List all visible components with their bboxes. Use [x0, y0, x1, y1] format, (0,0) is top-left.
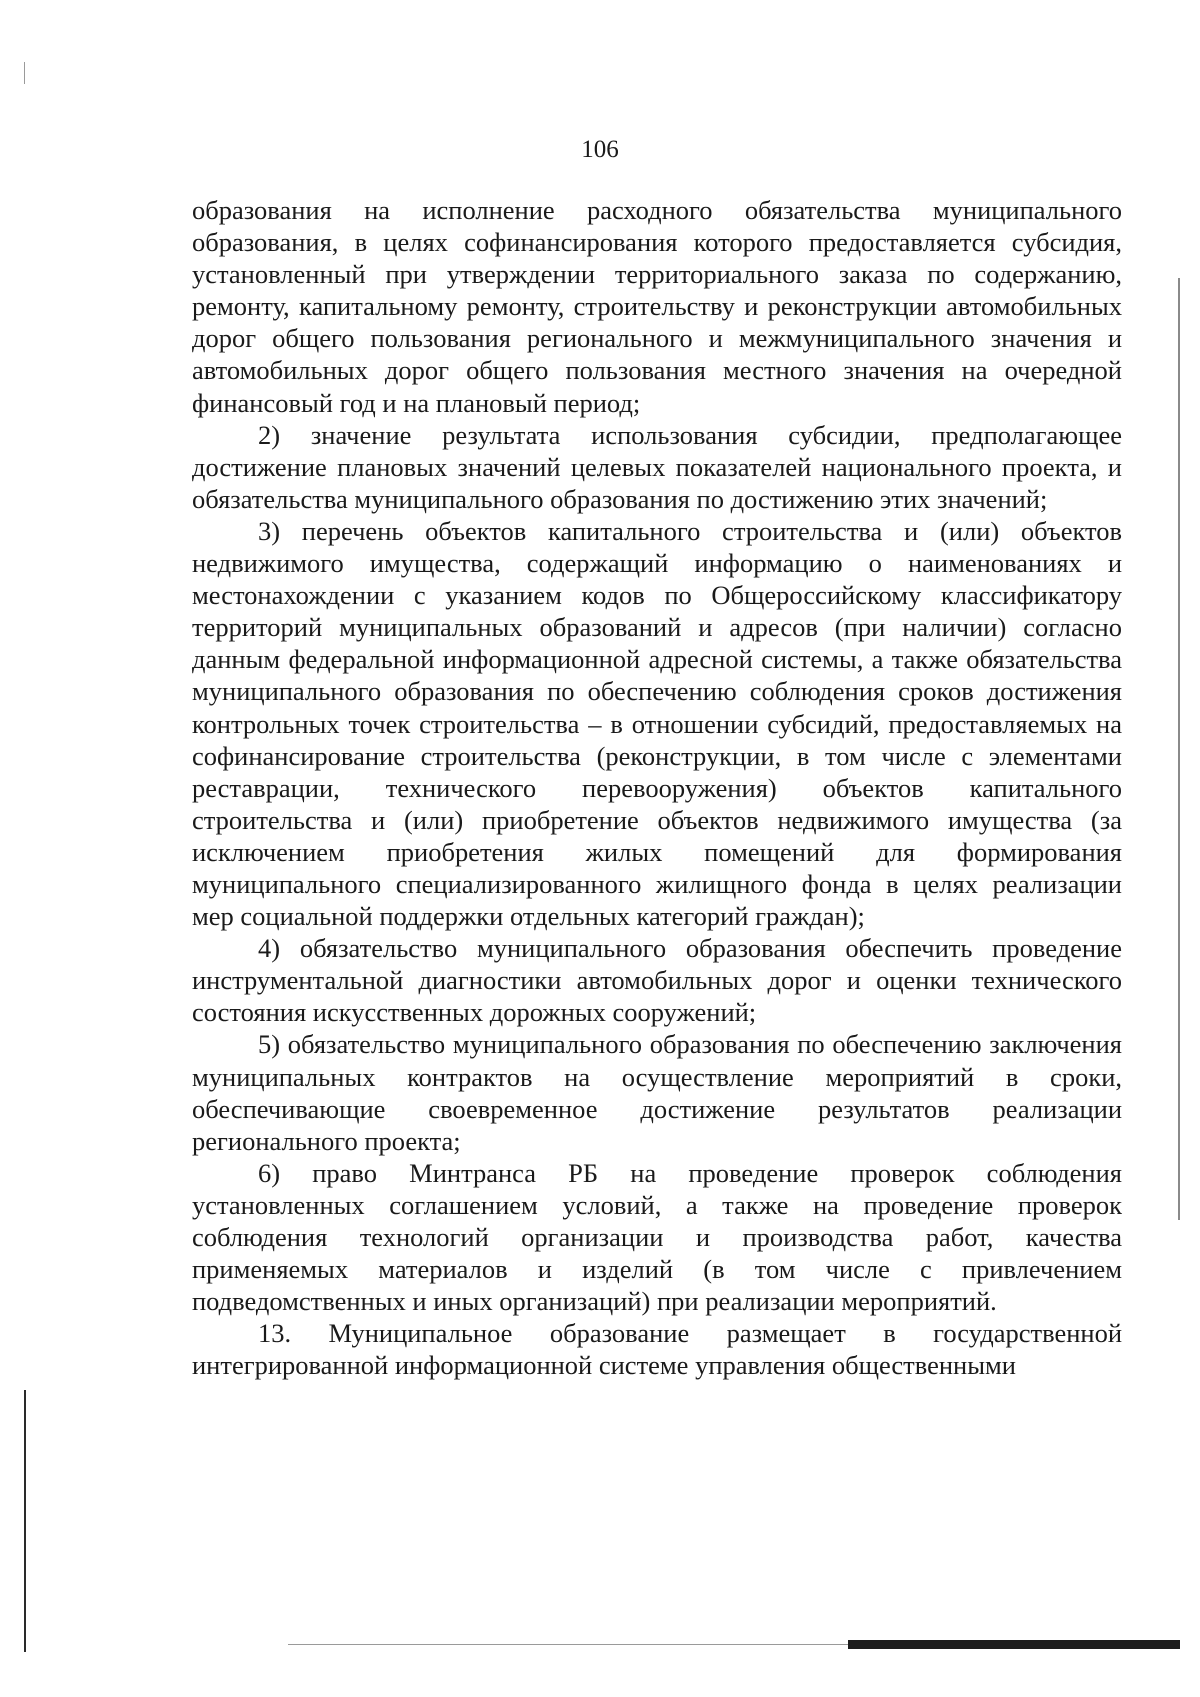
scan-bottom-bar	[848, 1640, 1180, 1649]
page-number: 106	[581, 136, 619, 163]
scan-edge-mark	[24, 62, 25, 84]
paragraph-item-2: 2) значение результата использования субсидии, предполагающее достижение плановых значений целевых показателей национального проекта, и обязательства муниципального образования по достижению этих значений;	[192, 419, 1122, 514]
paragraph-item-5: 5) обязательство муниципального образования по обеспечению заключения муниципальных контрактов на осуществление мероприятий в сроки, обеспечивающие своевременное достижение результатов реализации регионального проекта;	[192, 1029, 1122, 1156]
document-body	[192, 194, 1122, 1381]
paragraph-item-6: 6) право Минтранса РБ на проведение проверок соблюдения установленных соглашением условий, а также на проведение проверок соблюдения технологий организации и производства работ, качества применяемых материалов и изделий (в том числе с привлечением подведомственных и иных организаций) при реализации мероприятий.	[192, 1157, 1122, 1317]
scan-edge-line	[1178, 278, 1180, 1220]
paragraph-item-3: 3) перечень объектов капитального строительства и (или) объектов недвижимого имущества, содержащий информацию о наименованиях и местонахождении с указанием кодов по Общероссийскому классификатору территорий муниципальных образований и адресов (при наличии) согласно данным федеральной информационной адресной системы, а также обязательства муниципального образования по обеспечению соблюдения сроков достижения контрольных точек строительства – в отношении субсидий, предоставляемых на софинансирование строительства (реконструкции, в том числе с элементами реставрации, технического перевооружения) объектов капитального строительства и (или) приобретение объектов недвижимого имущества (за исключением приобретения жилых помещений для формирования муниципального специализированного жилищного фонда в целях реализации мер социальной поддержки отдельных категорий граждан);	[192, 515, 1122, 932]
scan-edge-line	[24, 1390, 26, 1652]
scan-bottom-line	[288, 1644, 848, 1645]
paragraph-section-13: 13. Муниципальное образование размещает в государственной интегрированной информационной системе управления общественными	[192, 1318, 1122, 1381]
paragraph-item-4: 4) обязательство муниципального образования обеспечить проведение инструментальной диагностики автомобильных дорог и оценки технического состояния искусственных дорожных сооружений;	[192, 933, 1122, 1028]
paragraph-continuation: образования на исполнение расходного обязательства муниципального образования, в целях софинансирования которого предоставляется субсидия, установленный при утверждении территориального заказа по содержанию, ремонту, капитальному ремонту, строительству и реконструкции автомобильных дорог общего пользования регионального и межмуниципального значения и автомобильных дорог общего пользования местного значения на очередной финансовый год и на плановый период;	[192, 195, 1122, 418]
